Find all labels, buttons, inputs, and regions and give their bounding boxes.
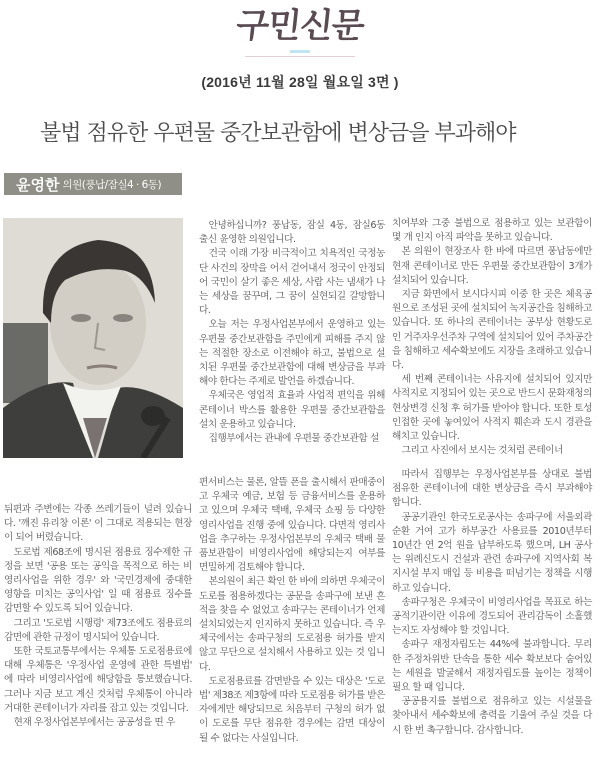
paragraph: 뒤편과 주변에는 각종 쓰레기들이 널려 있습니다. '깨진 유리창 이론' 이 그대로 적용되는 현장이 되어 버렸습니다. [4,504,192,544]
paragraph: 공공용지를 불법으로 점유하고 있는 시설물을 찾아내서 세수확보에 총력을 기울여 주실 것을 다시 한 번 촉구합니다. 감사합니다. [392,696,592,736]
paragraph: 공공기관인 한국도로공사는 송파구에 서울외곽순환 거여 고가 하부공간 사용료를 2010년부터 10년간 연 2억 원을 납부하도록 했으며, LH 공사는 위례신도시 건설과 관련 송파구에 지역사회 복지시설 부지 매입 등 비용을 떠넘기는 정책을 시행하고 있습니다. [392,511,592,594]
article-column-3-top [392,217,592,458]
author-role: 의원(풍납/잠실4 · 6동) [62,178,162,191]
article-column-2-bottom [199,476,385,746]
paragraph: 치여부와 그중 불법으로 점용하고 있는 보관함이 몇 개 인지 아직 파악을 못하고 있습니다. [392,218,592,244]
byline-bar [4,173,182,195]
paragraph: 집행부에서는 관내에 우편물 중간보관함 설 [208,433,379,445]
paragraph: 도로법 제68조에 명시된 점용료 징수제한 규정을 보면 '공용 또는 공익을 목적으로 하는 비영리사업을 위한 경우' 와 '국민경제에 중대한 영향을 미치는 공익사업' 일 때 점용료 징수를 감면할 수 있도록 되어 있습니다. [4,546,192,615]
publication-dateline: (2016년 11월 28일 월요일 3면 ) [201,74,399,90]
paragraph: 그리고 '도로법 시행령' 제73조에도 점용료의 감면에 관한 규정이 명시되어 있습니다. [4,617,192,643]
article-headline: 불법 점유한 우편물 중간보관함에 변상금을 부과해야 [40,121,516,146]
paragraph: 건국 이래 가장 비극적이고 치욕적인 국정농단 사건의 장막을 어서 걷어내서 정국이 안정되어 국민이 살기 좋은 세상, 사람 사는 냄새가 나는 세상을 꿈꾸며, 그 꿈이 실현되길 갈망합니다. [199,248,385,317]
masthead-sub-mark [290,50,310,53]
portrait-illustration-icon [3,218,183,458]
paragraph: 본의원이 최근 확인 한 바에 의하면 우체국이 도로를 점용하겠다는 공문을 송파구에 보낸 흔적을 찾을 수 없었고 송파구는 콘테이너가 언제 설치되었는지 인지하지 못하고 있습니다. 즉 우체국에서는 송파구청의 도로점용 허가를 받지 않고 무단으로 설치해서 사용하고 있는 것 입니다. [199,576,385,673]
paragraph: 그리고 사진에서 보시는 것처럼 콘테이너 [401,445,563,457]
article-column-2-top [199,219,385,446]
article-column-3-bottom [392,468,592,738]
newspaper-logo: 구민신문 [234,6,366,46]
newspaper-masthead [210,4,390,62]
article-column-1-bottom [4,503,192,730]
paragraph: 오늘 저는 우정사업본부에서 운영하고 있는 우편물 중간보관함을 주민에게 피해를 주지 않는 적절한 장소로 이전해야 하고, 불법으로 설치된 우편물 중간보관함에 대해 변상금을 부과해야 한다는 주제로 발언을 하겠습니다. [199,319,385,388]
paragraph: 따라서 집행부는 우정사업본부를 상대로 불법 점유한 콘테이너에 대한 변상금을 즉시 부과해야 합니다. [392,469,592,509]
paragraph: 송파구 재정자립도는 44%에 불과합니다. 무리한 주정차위반 단속을 통한 세수 확보보다 숨어있는 세원을 발굴해서 재정자립도를 높이는 정책이 필요 할 때 입니다. [392,639,592,694]
paragraph: 안녕하십니까? 풍납동, 잠실 4동, 잠실6동 출신 윤영한 의원입니다. [199,220,385,246]
paragraph: 편서비스는 물론, 알뜰 폰을 출시해서 판매중이고 우체국 예금, 보험 등 금융서비스를 운용하고 있으며 우체국 택배, 우체국 쇼핑 등 다양한 영리사업을 진행 중에 있습니다. 다면적 영리사업을 추구하는 우정사업본부의 우체국 택배 물품보관함이 비영리사업에 해당되는지 여부를 면밀하게 검토해야 합니다. [199,477,385,574]
masthead-underline [245,50,355,57]
paragraph: 현재 우정사업본부에서는 공공성을 띤 우 [13,717,175,729]
author-name: 윤영한 [16,175,60,194]
author-photo [3,218,183,458]
paragraph: 또한 국토교통부에서는 우체통 도로점용료에 대해 우체통은 '우정사업 운영에 관한 특별법' 에 따라 비영리사업에 해당함을 통보했습니다. 그러나 지금 보고 계신 것처럼 우체통이 아니라 거대한 콘테이너가 자리를 잡고 있는 것입니다. [4,646,192,714]
paragraph: 도로점용료를 감면받을 수 있는 대상은 '도로법' 제38조 제3항에 따라 도로점용 허가를 받은 자에게만 해당되므로 처음부터 구청의 허가 없이 도로를 무단 점유한 경우에는 감면 대상이 될 수 없다는 사실입니다. [199,675,385,744]
paragraph: 본 의원이 현장조사 한 바에 따르면 풍납동에만 현재 콘테이너로 만든 우편물 중간보관함이 3개가 설치되어 있습니다. [392,246,592,286]
paragraph: 지금 화면에서 보시다시피 이중 한 곳은 체육공원으로 조성된 곳에 설치되어 녹지공간을 침해하고 있습니다. 또 하나의 콘테이너는 공부상 현황도로인 거주자우선주차 구역에 설치되어 있어 주차공간을 침해하고 세수확보에도 지장을 초래하고 있습니다. [392,289,592,372]
paragraph: 세 번째 콘테이너는 사유지에 설치되어 있지만 사적지로 지정되어 있는 곳으로 반드시 문화재청의 현상변경 신청 후 허가를 받아야 합니다. 또한 토성 인접한 곳에 놓여있어 사적지 훼손과 도시 경관을 해치고 있습니다. [392,374,592,443]
paragraph: 송파구청은 우체국이 비영리사업을 목표로 하는 공적기관이란 이유에 경도되어 관리감독이 소홀했는지도 자성해야 할 것입니다. [392,596,592,637]
paragraph: 우체국은 영업적 효율과 사업적 편익을 위해 콘테이너 박스를 활용한 우편물 중간보관함을 설치 운용하고 있습니다. [199,390,385,430]
